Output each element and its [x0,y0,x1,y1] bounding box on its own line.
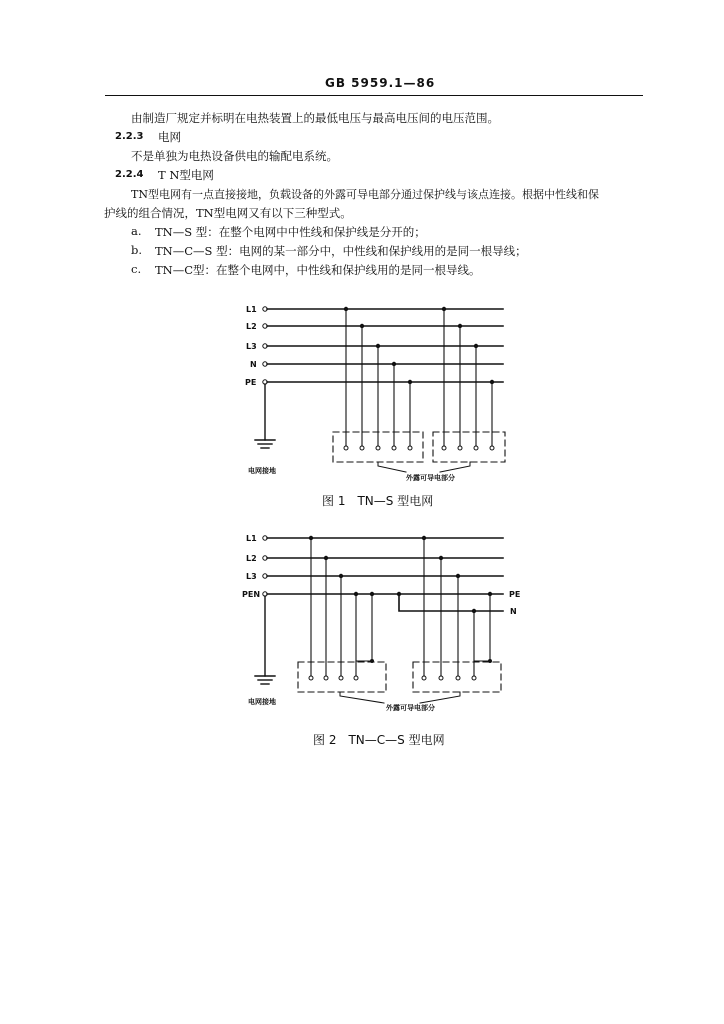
figure2-label-l1: L1 [246,534,257,543]
list-marker-c: c. [131,262,142,276]
paragraph-tn-definition-line2: 护线的组合情况，TN型电网又有以下三种型式。 [104,206,352,220]
figure1-tn-s-diagram [245,305,505,482]
figure1-label-pe: PE [245,378,257,387]
figure2-caption: 图 2 TN—C—S 型电网 [313,733,445,747]
figure2-label-l2: L2 [246,554,257,563]
figure1-caption: 图 1 TN—S 型电网 [322,494,434,508]
list-item-tn-s: TN—S 型：在整个电网中中性线和保护线是分开的； [155,225,426,239]
figure1-label-n: N [250,360,257,369]
list-marker-b: b. [131,243,143,257]
section-title-tn-grid: T N型电网 [158,168,214,182]
standard-number-header: GB 5959.1—86 [325,76,436,90]
figure2-exposed-part-label: 外露可导电部分 [386,704,435,712]
section-title-grid: 电网 [158,130,181,144]
figure1-exposed-part-label: 外露可导电部分 [406,474,455,482]
list-item-tn-c-s: TN—C—S 型：电网的某一部分中，中性线和保护线用的是同一根导线； [155,244,527,258]
section-number-2-2-4: 2.2.4 [115,169,144,180]
figure1-label-l3: L3 [246,342,257,351]
section-number-2-2-3: 2.2.3 [115,131,144,142]
figure2-label-n: N [510,607,517,616]
figure2-label-pen: PEN [242,590,261,599]
paragraph-voltage-range: 由制造厂规定并标明在电热装置上的最低电压与最高电压间的电压范围。 [131,111,499,125]
figure2-tn-c-s-diagram [242,534,520,712]
figure2-label-l3: L3 [246,572,257,581]
figure2-label-pe: PE [509,590,521,599]
figure1-ground-label: 电网接地 [248,467,276,475]
figure1-grid-earth [255,384,275,448]
figure1-label-l2: L2 [246,322,257,331]
paragraph-grid-definition: 不是单独为电热设备供电的输配电系统。 [131,149,338,163]
figure2-ground-label: 电网接地 [248,698,276,706]
paragraph-tn-definition-line1: TN型电网有一点直接接地，负载设备的外露可导电部分通过保护线与该点连接。根据中性线和保 [131,188,599,201]
figure2-grid-earth [255,596,275,684]
figure2-bus-n [399,594,503,611]
list-marker-a: a. [131,224,142,238]
list-item-tn-c: TN—C型：在整个电网中，中性线和保护线用的是同一根导线。 [155,263,481,277]
figure1-label-l1: L1 [246,305,257,314]
